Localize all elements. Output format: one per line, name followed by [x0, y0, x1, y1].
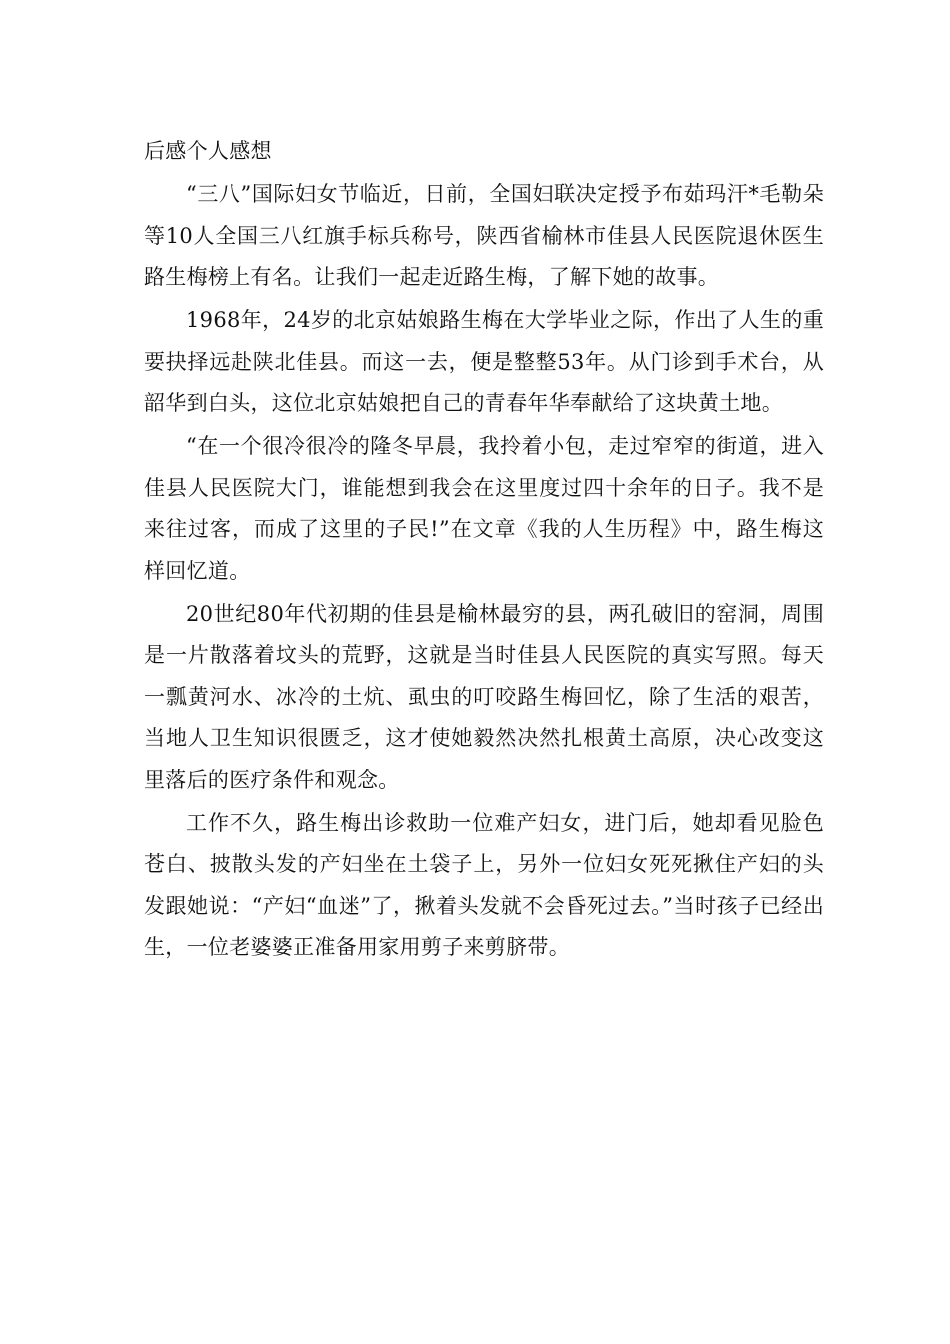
paragraph-3: “在一个很冷很冷的隆冬早晨，我拎着小包，走过窄窄的街道，进入佳县人民医院大门，谁能想到我会在这里度过四十余年的日子。我不是来往过客，而成了这里的子民!”在文章《我的人生历程》中，路生梅这样回忆道。	[144, 434, 824, 583]
paragraph-1: “三八”国际妇女节临近，日前，全国妇联决定授予布茹玛汗*毛勒朵等10人全国三八红旗手标兵称号，陕西省榆林市佳县人民医院退休医生路生梅榜上有名。让我们一起走近路生梅，了解下她的故事。	[144, 182, 824, 289]
document-title: 后感个人感想	[144, 139, 272, 163]
document-body	[144, 131, 824, 970]
paragraph-4: 20世纪80年代初期的佳县是榆林最穷的县，两孔破旧的窑洞，周围是一片散落着坟头的荒野，这就是当时佳县人民医院的真实写照。每天一瓢黄河水、冰冷的土炕、虱虫的叮咬路生梅回忆，除了生活的艰苦，当地人卫生知识很匮乏，这才使她毅然决然扎根黄土高原，决心改变这里落后的医疗条件和观念。	[144, 601, 824, 792]
paragraph-5: 工作不久，路生梅出诊救助一位难产妇女，进门后，她却看见脸色苍白、披散头发的产妇坐在土袋子上，另外一位妇女死死揪住产妇的头发跟她说：“产妇“血迷”了，揪着头发就不会昏死过去。”当时孩子已经出生，一位老婆婆正准备用家用剪子来剪脐带。	[144, 810, 824, 959]
paragraph-2: 1968年，24岁的北京姑娘路生梅在大学毕业之际，作出了人生的重要抉择远赴陕北佳县。而这一去，便是整整53年。从门诊到手术台，从韶华到白头，这位北京姑娘把自己的青春年华奉献给了这块黄土地。	[144, 308, 824, 415]
